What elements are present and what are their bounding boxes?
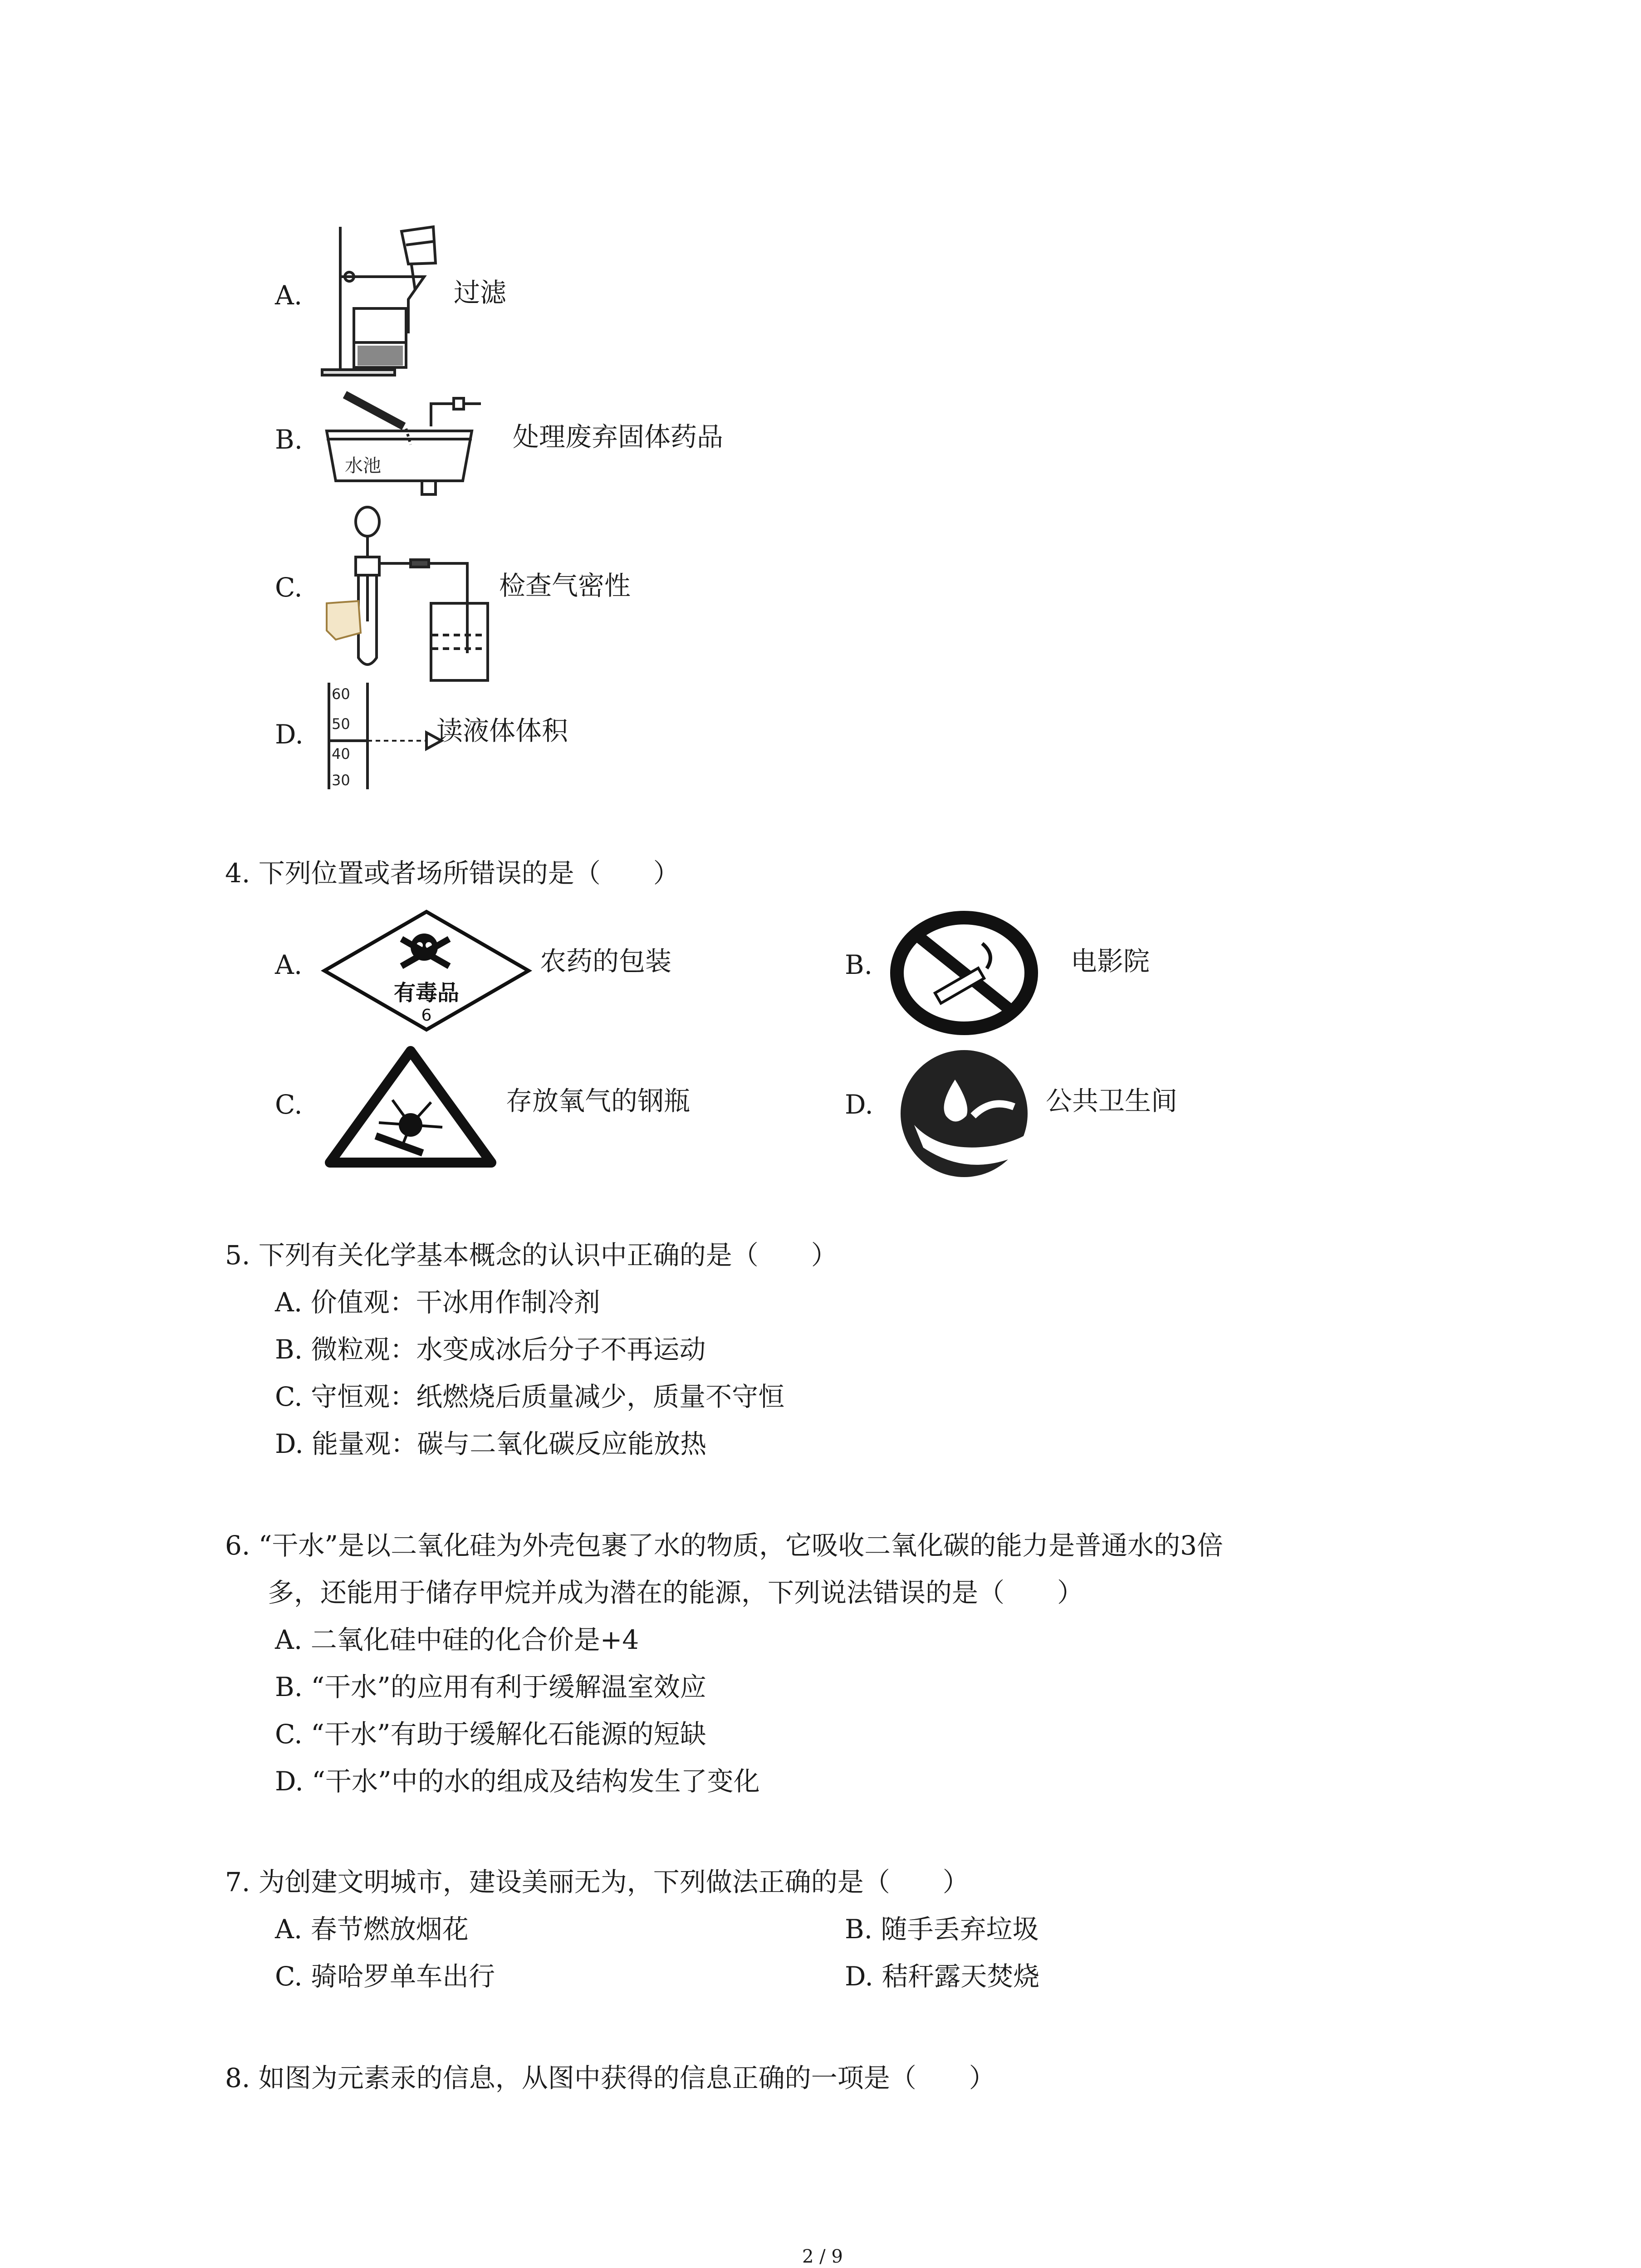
option-letter: C. <box>275 572 303 603</box>
option-text: 检查气密性 <box>499 570 631 601</box>
question-7-stem: 7. 为创建文明城市，建设美丽无为，下列做法正确的是（ ） <box>225 1867 969 1897</box>
q7-option-c: C. 骑哈罗单车出行 <box>275 1961 495 1992</box>
q6-option-a: A. 二氧化硅中硅的化合价是+4 <box>275 1624 639 1655</box>
option-text: 读液体体积 <box>436 715 568 746</box>
question-5-stem: 5. 下列有关化学基本概念的认识中正确的是（ ） <box>225 1240 838 1271</box>
q5-option-b: B. 微粒观：水变成冰后分子不再运动 <box>275 1334 706 1365</box>
option-text: 存放氧气的钢瓶 <box>506 1085 691 1116</box>
q5-option-c: C. 守恒观：纸燃烧后质量减少，质量不守恒 <box>275 1381 785 1412</box>
q7-option-a: A. 春节燃放烟花 <box>275 1914 469 1945</box>
option-letter: B. <box>275 424 303 455</box>
q6-option-d: D. “干水”中的水的组成及结构发生了变化 <box>275 1766 760 1797</box>
sink-disposal-figure <box>318 376 508 494</box>
option-letter: C. <box>275 1089 303 1120</box>
explosive-warning-icon <box>324 1046 497 1168</box>
water-saving-icon <box>896 1048 1041 1179</box>
q5-option-a: A. 价值观：干冰用作制冷剂 <box>275 1287 600 1318</box>
option-text: 农药的包装 <box>540 946 672 977</box>
option-text: 电影院 <box>1071 946 1150 977</box>
q7-option-b: B. 随手丢弃垃圾 <box>845 1914 1039 1945</box>
no-smoking-icon <box>892 912 1037 1034</box>
q6-option-c: C. “干水”有助于缓解化石能源的短缺 <box>275 1719 706 1750</box>
scale-50: 50 <box>332 715 350 733</box>
option-letter: A. <box>275 949 303 980</box>
option-letter: A. <box>275 280 303 311</box>
toxic-sign-label: 有毒品 <box>393 980 460 1006</box>
option-letter: D. <box>275 719 304 750</box>
option-letter: D. <box>845 1089 873 1120</box>
option-text: 处理废弃固体药品 <box>513 421 724 452</box>
question-6-stem-line-1: 6. “干水”是以二氧化硅为外壳包裹了水的物质，它吸收二氧化碳的能力是普通水的3倍 <box>225 1530 1223 1561</box>
page-number: 2 / 9 <box>802 2246 843 2267</box>
question-4-stem: 4. 下列位置或者场所错误的是（ ） <box>225 858 680 889</box>
sink-label: 水池 <box>345 455 381 476</box>
option-text: 过滤 <box>454 277 507 308</box>
scale-40: 40 <box>332 745 350 763</box>
option-text: 公共卫生间 <box>1046 1085 1178 1116</box>
toxic-sign-number: 6 <box>421 1006 432 1025</box>
q5-option-d: D. 能量观：碳与二氧化碳反应能放热 <box>275 1428 707 1459</box>
airtightness-check-figure <box>318 503 490 685</box>
q6-option-b: B. “干水”的应用有利于缓解温室效应 <box>275 1672 706 1702</box>
question-8-stem: 8. 如图为元素汞的信息，从图中获得的信息正确的一项是（ ） <box>225 2063 995 2093</box>
option-letter: B. <box>845 949 873 980</box>
graduated-cylinder-figure <box>324 683 442 792</box>
question-6-stem-line-2: 多，还能用于储存甲烷并成为潜在的能源，下列说法错误的是（ ） <box>268 1577 1084 1608</box>
scale-60: 60 <box>332 685 350 703</box>
scale-30: 30 <box>332 772 350 789</box>
q7-option-d: D. 秸秆露天焚烧 <box>845 1961 1040 1992</box>
toxic-sign-icon <box>320 907 533 1034</box>
